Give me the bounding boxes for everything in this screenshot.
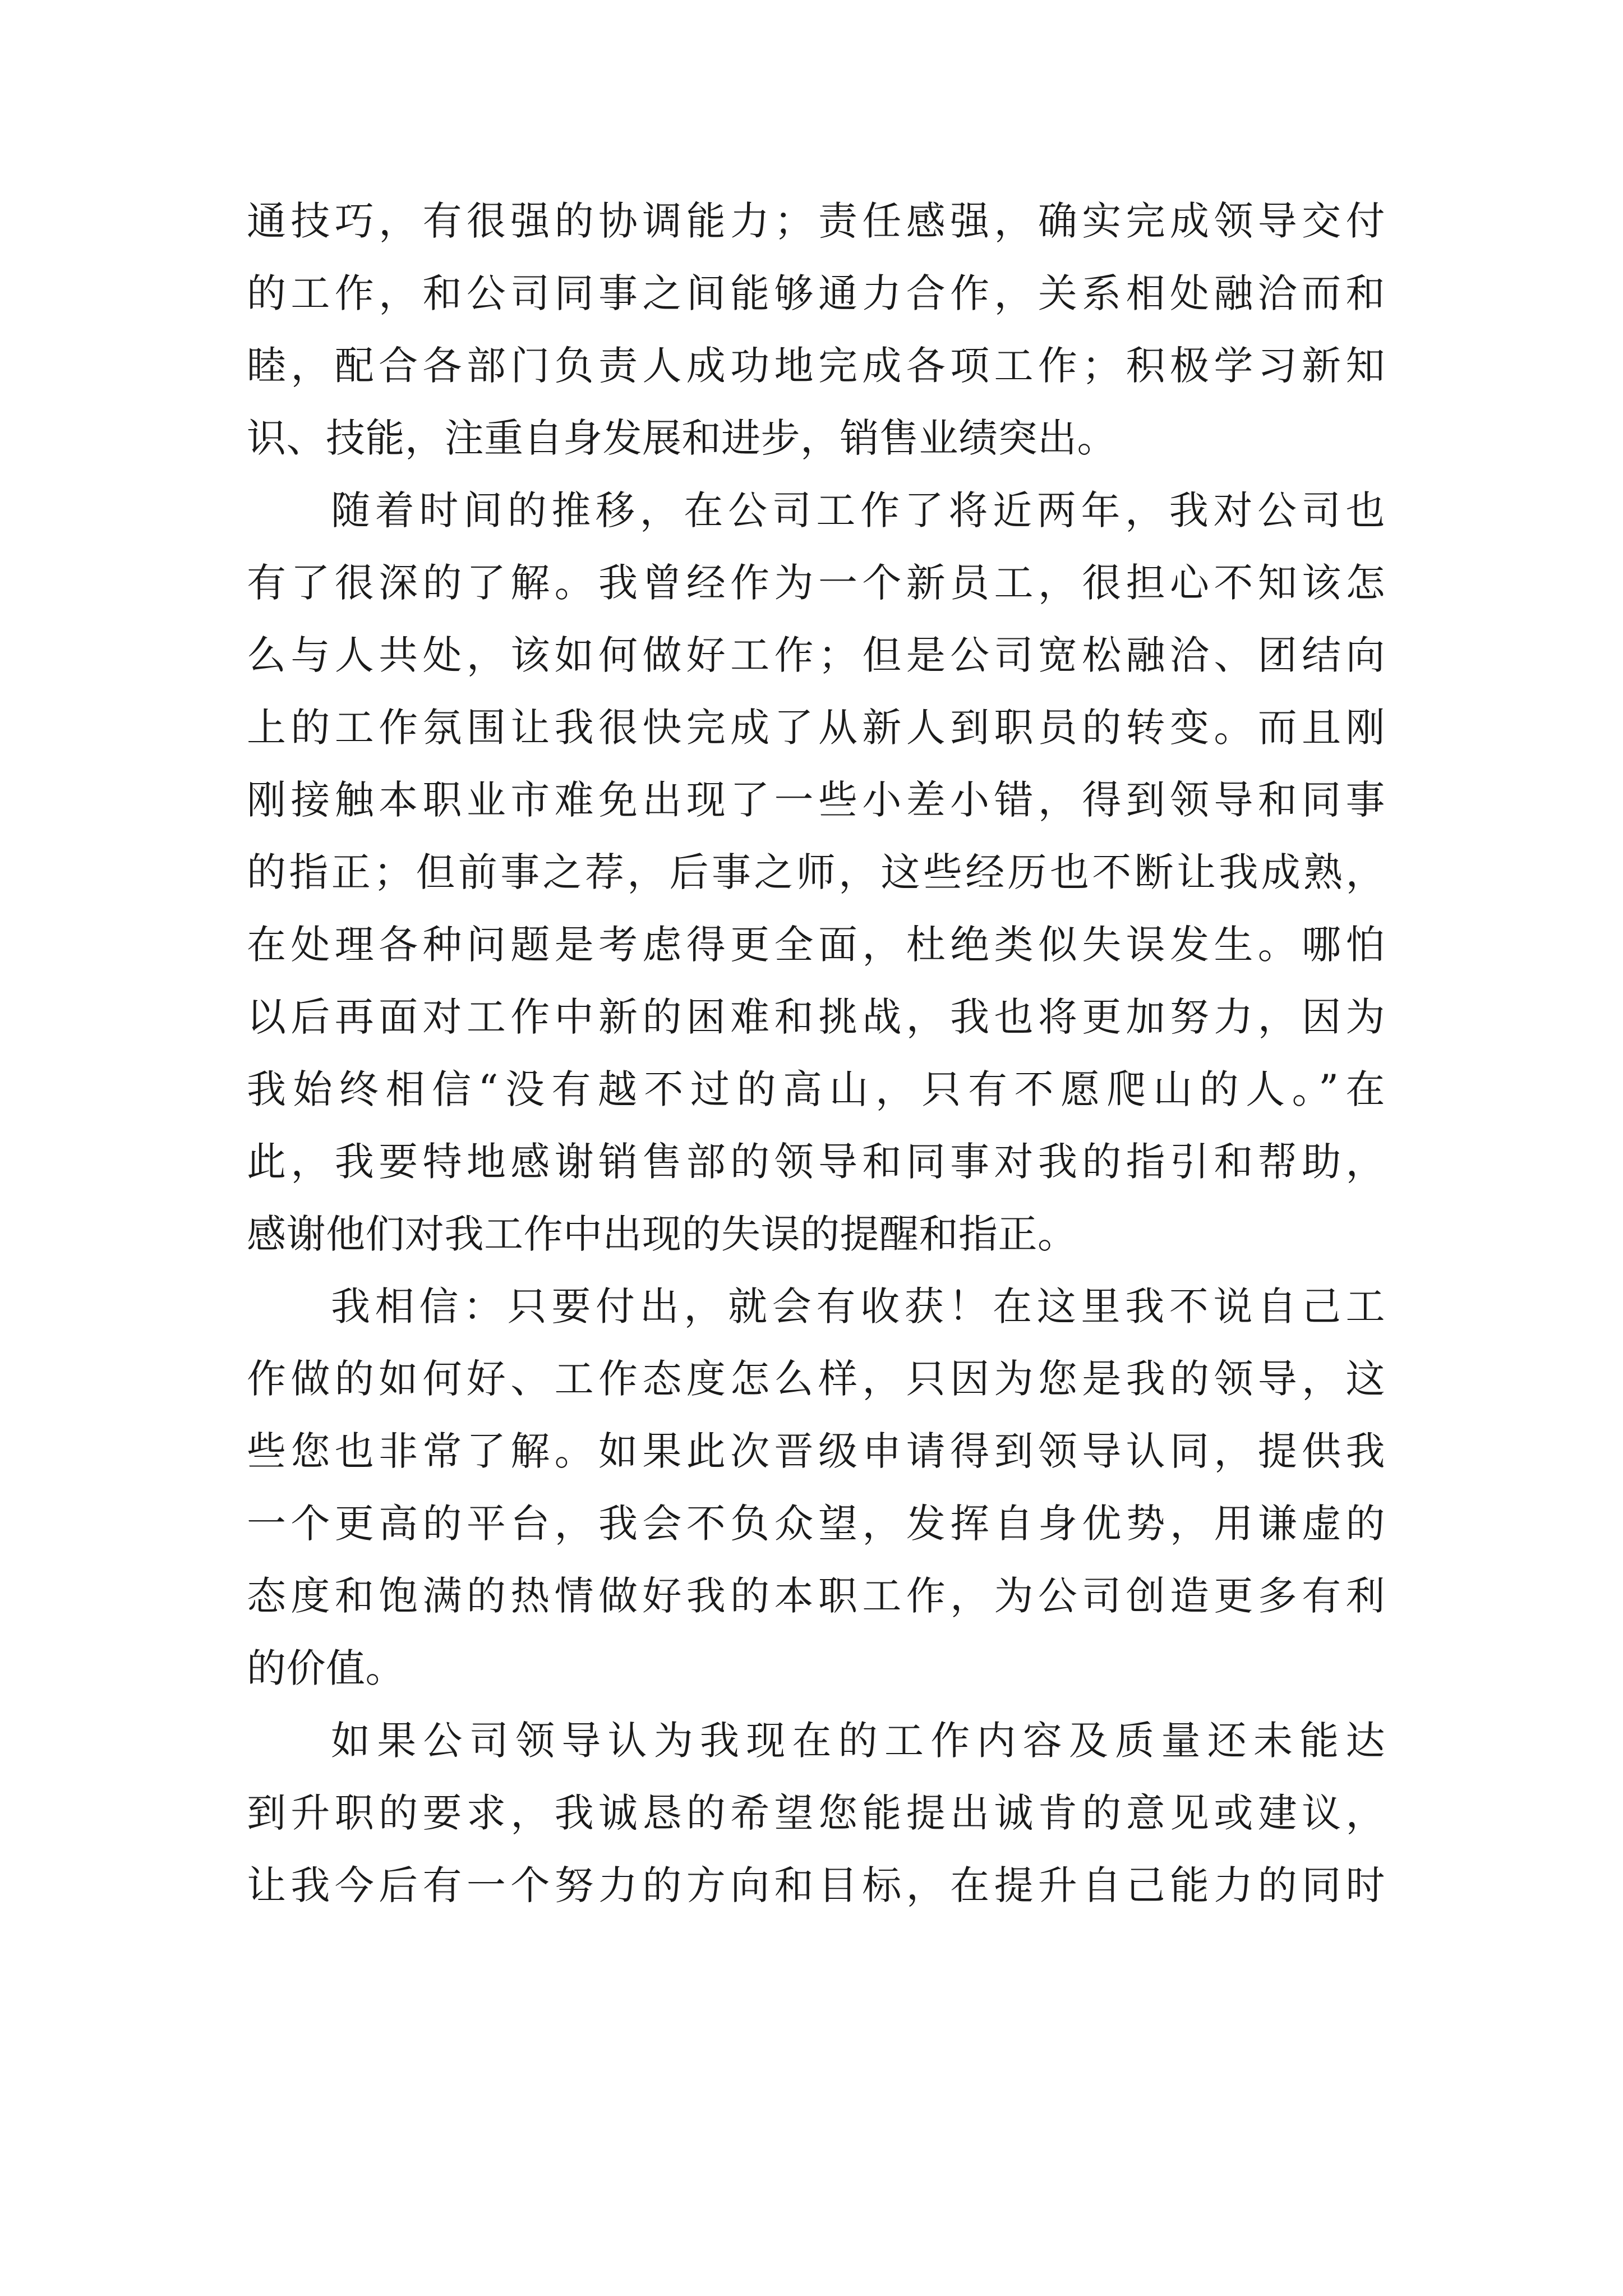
text-line: 感谢他们对我工作中出现的失误的提醒和指正。 (247, 1211, 1077, 1257)
text-line: 此，我要特地感谢销售部的领导和同事对我的指引和帮助， (247, 1139, 1385, 1185)
text-line: 通技巧，有很强的协调能力；责任感强，确实完成领导交付 (247, 198, 1385, 244)
paragraph-first-line: 随着时间的推移，在公司工作了将近两年，我对公司也 (331, 487, 1385, 533)
text-line: 态度和饱满的热情做好我的本职工作，为公司创造更多有利 (247, 1573, 1385, 1619)
text-line: 睦，配合各部门负责人成功地完成各项工作；积极学习新知 (247, 343, 1385, 389)
text-line: 我始终相信“没有越不过的高山，只有不愿爬山的人。”在 (247, 1066, 1385, 1112)
paragraph-first-line: 如果公司领导认为我现在的工作内容及质量还未能达 (331, 1718, 1385, 1764)
text-line: 些您也非常了解。如果此次晋级申请得到领导认同，提供我 (247, 1428, 1385, 1474)
text-line: 到升职的要求，我诚恳的希望您能提出诚肯的意见或建议， (247, 1790, 1385, 1836)
text-line: 的工作，和公司同事之间能够通力合作，关系相处融洽而和 (247, 270, 1385, 316)
text-line: 上的工作氛围让我很快完成了从新人到职员的转变。而且刚 (247, 705, 1385, 751)
text-line: 有了很深的了解。我曾经作为一个新员工，很担心不知该怎 (247, 560, 1385, 606)
text-line: 在处理各种问题是考虑得更全面，杜绝类似失误发生。哪怕 (247, 922, 1385, 968)
document-body (247, 185, 1385, 1922)
text-line: 的指正；但前事之荐，后事之师，这些经历也不断让我成熟， (247, 849, 1385, 895)
text-line: 让我今后有一个努力的方向和目标，在提升自己能力的同时 (247, 1862, 1385, 1908)
text-line: 以后再面对工作中新的困难和挑战，我也将更加努力，因为 (247, 994, 1385, 1040)
text-line: 刚接触本职业市难免出现了一些小差小错，得到领导和同事 (247, 777, 1385, 823)
text-line: 的价值。 (247, 1645, 405, 1691)
text-line: 一个更高的平台，我会不负众望，发挥自身优势，用谦虚的 (247, 1501, 1385, 1547)
text-line: 么与人共处，该如何做好工作；但是公司宽松融洽、团结向 (247, 632, 1385, 678)
paragraph-first-line: 我相信：只要付出，就会有收获！在这里我不说自己工 (331, 1283, 1385, 1329)
text-line: 识、技能，注重自身发展和进步，销售业绩突出。 (247, 415, 1117, 461)
text-line: 作做的如何好、工作态度怎么样，只因为您是我的领导，这 (247, 1356, 1385, 1402)
